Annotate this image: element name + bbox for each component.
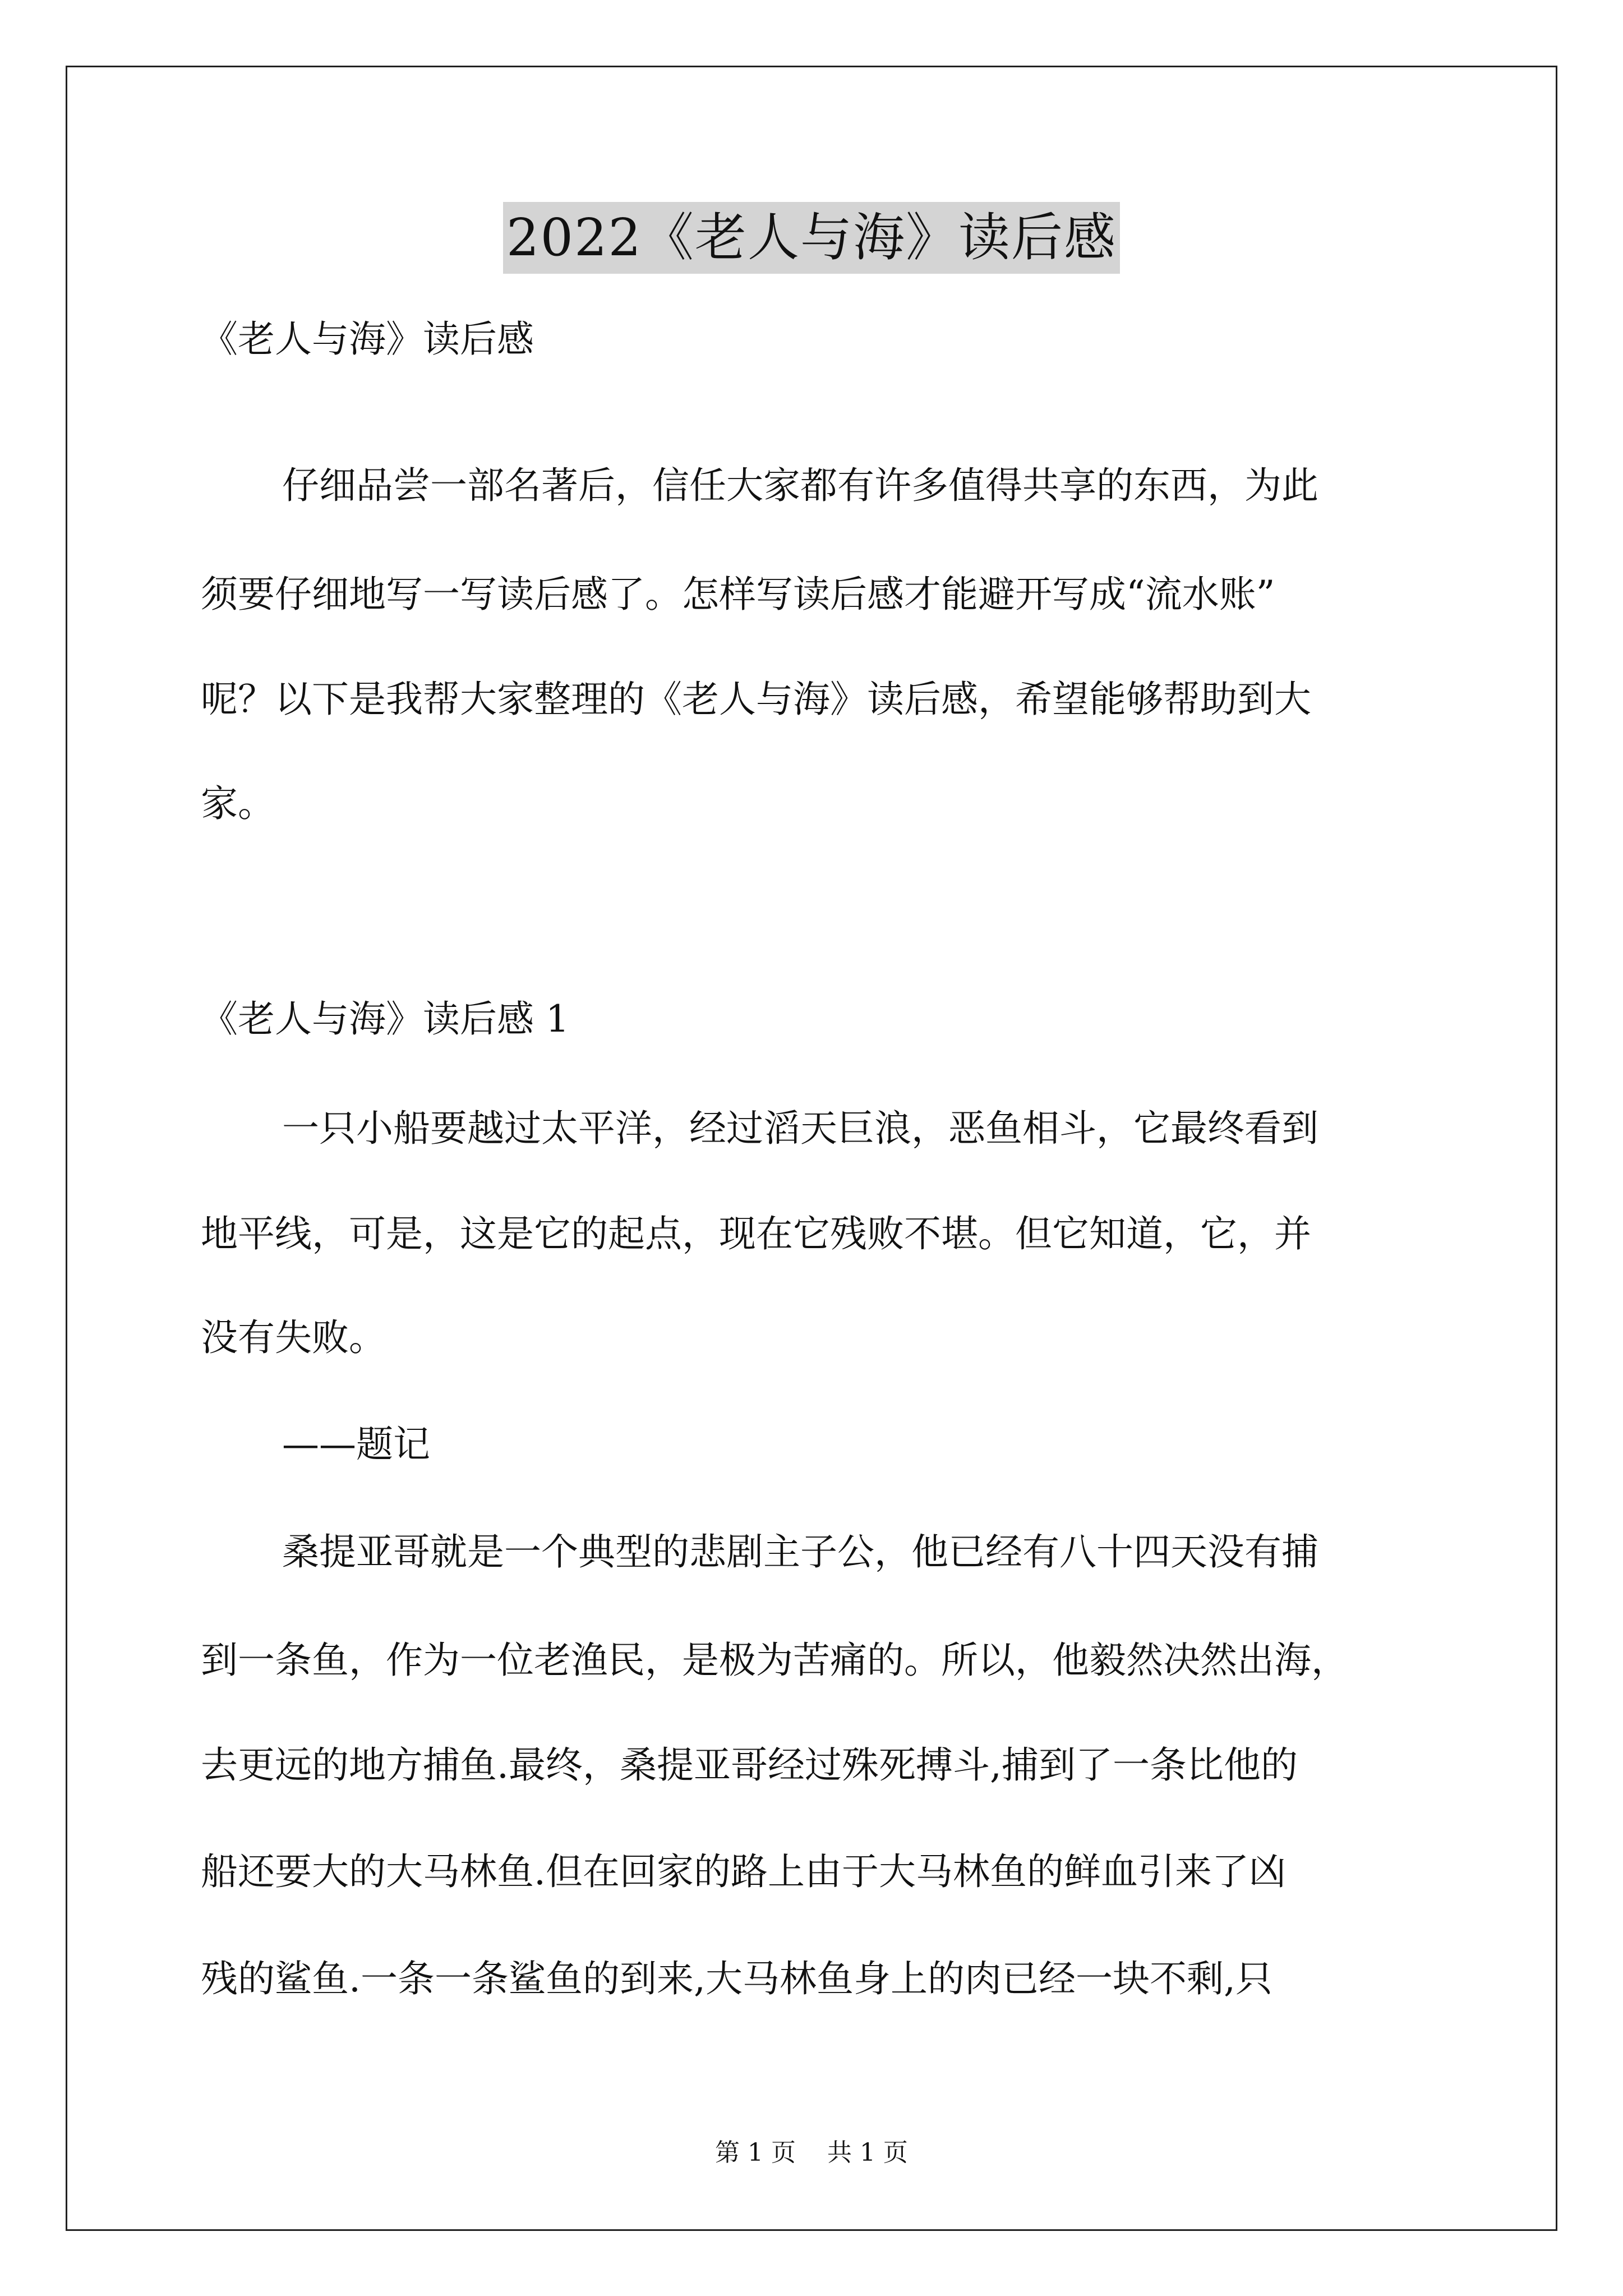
page-footer: 第 1 页 共 1 页 <box>715 2138 908 2167</box>
title-container <box>0 202 1623 274</box>
intro-heading: 《老人与海》读后感 <box>201 318 534 361</box>
body-line: 到一条鱼，作为一位老渔民，是极为苦痛的。所以，他毅然决然出海， <box>201 1639 1348 1682</box>
intro-line: 须要仔细地写一写读后感了。怎样写读后感才能避开写成“流水账” <box>201 573 1275 616</box>
epigraph-line: 一只小船要越过太平洋，经过滔天巨浪，恶鱼相斗，它最终看到 <box>282 1107 1318 1150</box>
body-line: 船还要大的大马林鱼.但在回家的路上由于大马林鱼的鲜血引来了凶 <box>201 1850 1286 1893</box>
section-heading: 《老人与海》读后感 1 <box>201 997 569 1041</box>
intro-line: 仔细品尝一部名著后，信任大家都有许多值得共享的东西，为此 <box>282 464 1318 507</box>
epigraph-line: 地平线，可是，这是它的起点，现在它残败不堪。但它知道，它，并 <box>201 1212 1311 1255</box>
epigraph-line: 没有失败。 <box>201 1316 386 1359</box>
intro-line: 家。 <box>201 782 275 825</box>
document-title: 2022《老人与海》读后感 <box>503 202 1120 274</box>
epigraph-signature: ——题记 <box>282 1423 430 1466</box>
body-line: 桑提亚哥就是一个典型的悲剧主子公，他已经有八十四天没有捕 <box>282 1530 1318 1573</box>
intro-line: 呢？以下是我帮大家整理的《老人与海》读后感，希望能够帮助到大 <box>201 678 1311 721</box>
body-line: 残的鲨鱼.一条一条鲨鱼的到来,大马林鱼身上的肉已经一块不剩,只 <box>201 1957 1272 2000</box>
body-line: 去更远的地方捕鱼.最终，桑提亚哥经过殊死搏斗,捕到了一条比他的 <box>201 1743 1298 1787</box>
